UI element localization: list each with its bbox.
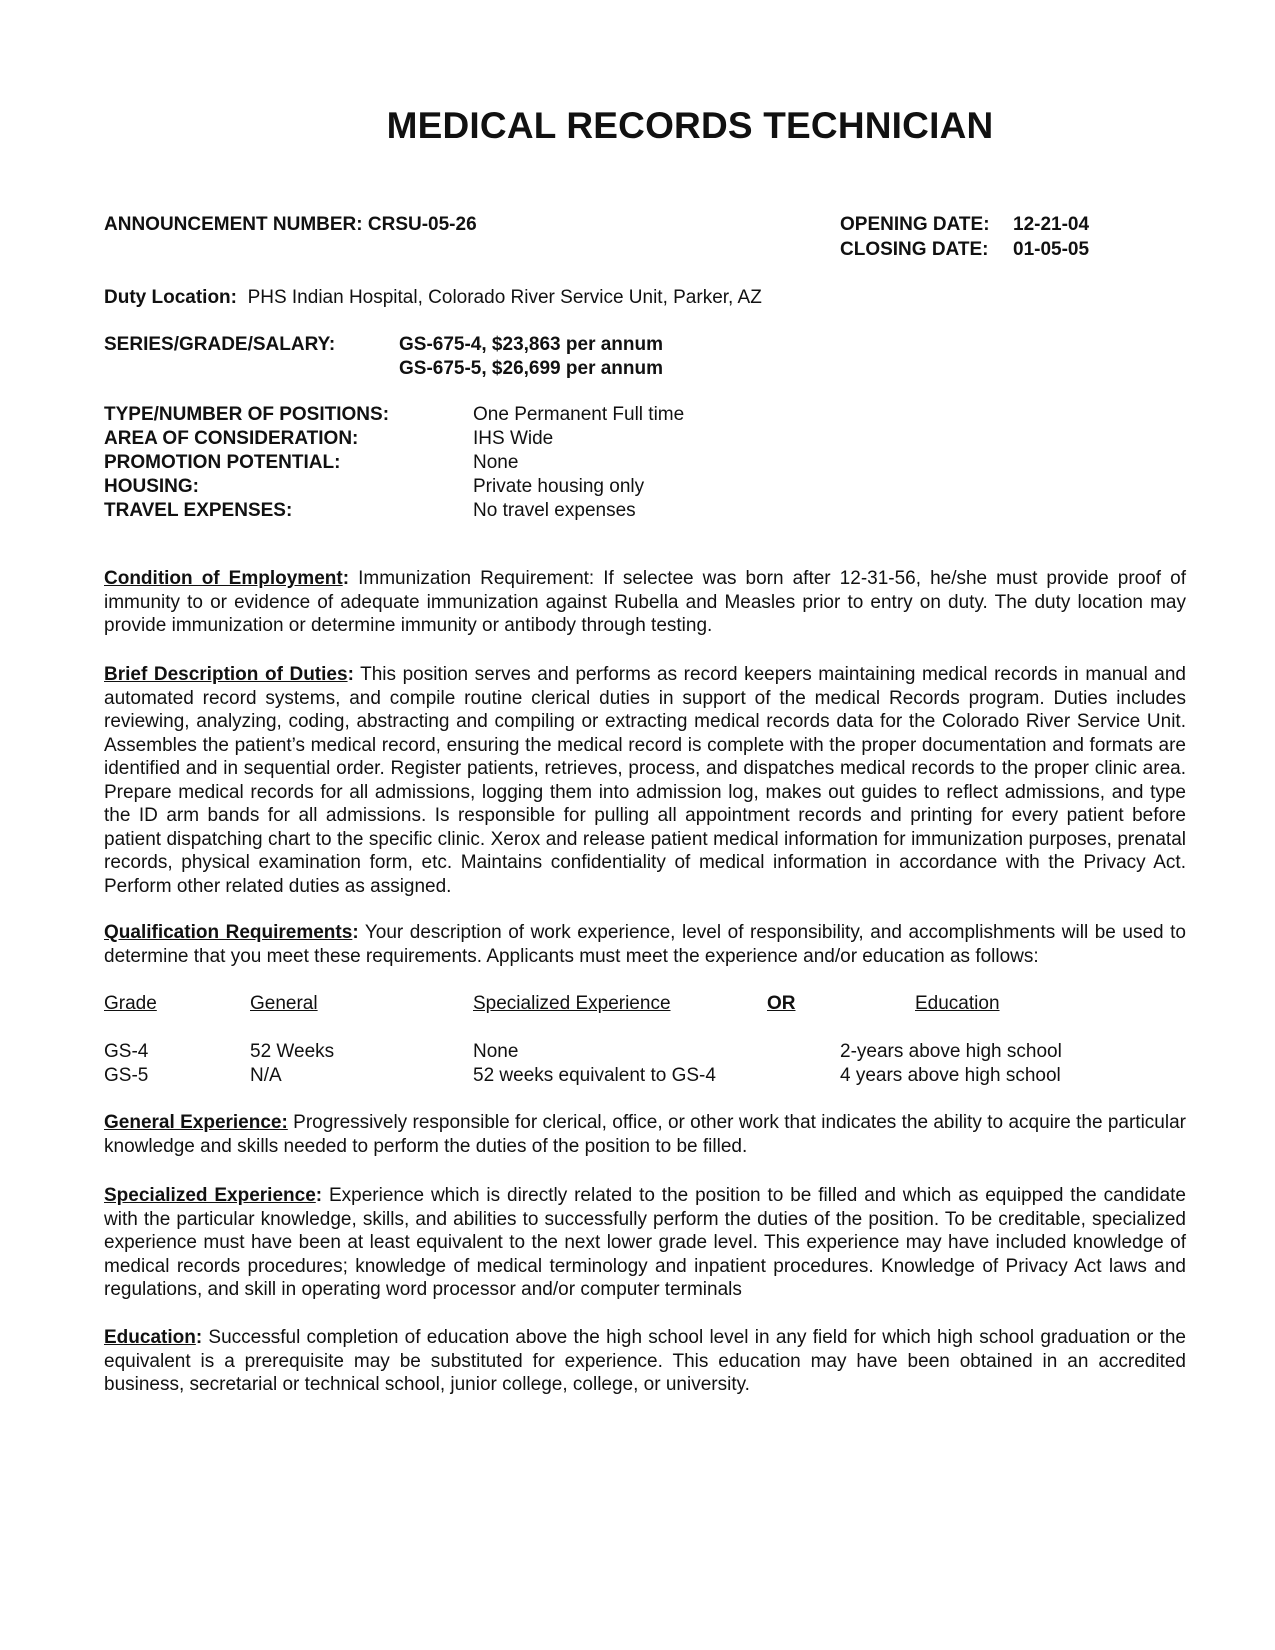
table-header-education: Education	[915, 993, 1000, 1014]
specialized-experience-text: Experience which is directly related to the position to be filled and which as equipped the candidate with the particular knowledge, skills, and abilities to successfully perform the duties of the position. To be creditable, specialized experience must have been at least equivalent to the next lower grade level. This experience may have included knowledge of medical records procedures; knowledge of medical terminology and inpatient procedures. Knowledge of Privacy Act laws and regulations, and skill in operating word processor and/or computer terminals	[104, 1185, 1186, 1300]
education-text: Successful completion of education above the high school level in any field for which high school graduation or the equivalent is a prerequisite may be substituted for experience. This education may have been obtained in an accredited business, secretarial or technical school, junior college, college, or university.	[104, 1327, 1186, 1395]
duty-location	[104, 286, 762, 310]
position-value: One Permanent Full time	[473, 404, 685, 425]
qualification-paragraph	[104, 921, 1186, 968]
closing-date-value: 01-05-05	[1013, 239, 1090, 260]
opening-date-label: OPENING DATE:	[840, 214, 990, 235]
table-cell-general: 52 Weeks	[250, 1041, 335, 1062]
specialized-experience-paragraph	[104, 1184, 1186, 1302]
general-experience-text: Progressively responsible for clerical, office, or other work that indicates the ability to acquire the particular knowledge and skills needed to perform the duties of the position to be filled.	[104, 1112, 1186, 1157]
table-cell-grade: GS-5	[104, 1065, 149, 1086]
general-experience-paragraph	[104, 1111, 1186, 1158]
closing-date-label: CLOSING DATE:	[840, 239, 989, 260]
education-paragraph	[104, 1326, 1186, 1397]
table-header-general: General	[250, 993, 318, 1014]
duties-heading: Brief Description of Duties	[104, 664, 348, 685]
condition-colon: :	[342, 568, 350, 589]
education-heading: Education	[104, 1327, 196, 1348]
table-cell-specialized: None	[473, 1041, 519, 1062]
position-value: No travel expenses	[473, 500, 636, 521]
general-experience-heading: General Experience:	[104, 1112, 288, 1133]
condition-text: Immunization Requirement: If selectee was born after 12-31-56, he/she must provide proof of immunity to or evidence of adequate immunization against Rubella and Measles prior to entry on duty. The duty location may provide immunization or determine immunity or antibody through testing.	[104, 568, 1186, 636]
specialized-experience-colon: :	[315, 1185, 323, 1206]
opening-date-value: 12-21-04	[1013, 214, 1090, 235]
condition-heading: Condition of Employment	[104, 568, 343, 589]
table-cell-grade: GS-4	[104, 1041, 149, 1062]
table-cell-specialized: 52 weeks equivalent to GS-4	[473, 1065, 716, 1086]
position-value: None	[473, 452, 519, 473]
position-label: TYPE/NUMBER OF POSITIONS:	[104, 404, 390, 425]
table-cell-general: N/A	[250, 1065, 282, 1086]
duties-colon: :	[347, 664, 354, 685]
position-label: HOUSING:	[104, 476, 199, 497]
position-label: PROMOTION POTENTIAL:	[104, 452, 341, 473]
duties-text: This position serves and performs as record keepers maintaining medical records in manual and automated record systems, and compile routine clerical duties in support of the medical Records program. Duties includes reviewing, analyzing, coding, abstracting and compiling or extracting medical records data for the Colorado River Service Unit. Assembles the patient’s medical record, ensuring the medical record is complete with the proper documentation and formats are identified and in sequential order. Register patients, retrieves, process, and dispatches medical records to the proper clinic area. Prepare medical records for all admissions, logging them into admission log, makes out guides to reflect admissions, and type the ID arm bands for all admissions. Is responsible for pulling all appointment records and printing for every patient before patient dispatching chart to the specific clinic. Xerox and release patient medical information for immunization purposes, prenatal records, physical examination form, etc. Maintains confidentiality of medical information in accordance with the Privacy Act. Perform other related duties as assigned.	[104, 664, 1186, 897]
condition-paragraph	[104, 567, 1186, 638]
series-line-2: GS-675-5, $26,699 per annum	[399, 358, 664, 379]
education-colon: :	[195, 1327, 203, 1348]
table-cell-education: 4 years above high school	[840, 1065, 1061, 1086]
position-label: TRAVEL EXPENSES:	[104, 500, 293, 521]
qualification-text: Your description of work experience, level of responsibility, and accomplishments will be used to determine that you meet these requirements. Applicants must meet the experience and/or education as follows:	[104, 922, 1186, 967]
duty-location-value: PHS Indian Hospital, Colorado River Service Unit, Parker, AZ	[247, 287, 762, 308]
position-value: IHS Wide	[473, 428, 554, 449]
specialized-experience-heading: Specialized Experience	[104, 1185, 316, 1206]
announcement-number: ANNOUNCEMENT NUMBER: CRSU-05-26	[104, 214, 477, 235]
duty-location-label: Duty Location:	[104, 287, 237, 308]
table-header-specialized: Specialized Experience	[473, 993, 671, 1014]
qualification-colon: :	[352, 922, 359, 943]
table-header-grade: Grade	[104, 993, 157, 1014]
qualification-heading: Qualification Requirements	[104, 922, 353, 943]
page-title: MEDICAL RECORDS TECHNICIAN	[386, 105, 994, 146]
series-label: SERIES/GRADE/SALARY:	[104, 334, 336, 355]
table-cell-education: 2-years above high school	[840, 1041, 1062, 1062]
table-header-or: OR	[767, 993, 796, 1014]
series-line-1: GS-675-4, $23,863 per annum	[399, 334, 664, 355]
position-value: Private housing only	[473, 476, 645, 497]
position-label: AREA OF CONSIDERATION:	[104, 428, 359, 449]
duties-paragraph	[104, 663, 1186, 898]
